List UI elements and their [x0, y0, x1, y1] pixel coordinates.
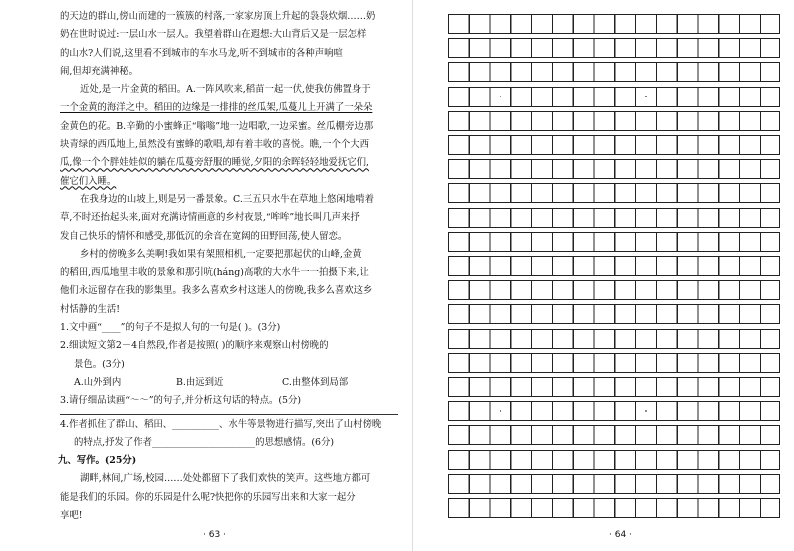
- passage-line-7: 金黄色的花。B.辛勤的小蜜蜂正“嗡嗡”地一边唱歌,一边采蜜。丝瓜棚旁边那: [60, 120, 374, 132]
- passage-line-14: 乡村的傍晚多么美啊!我如果有架照相机,一定要把那起伏的山峰,金黄: [80, 248, 362, 260]
- option-a: A.山外到内: [74, 376, 122, 388]
- grid-row[interactable]: [448, 135, 780, 155]
- page-divider: [412, 0, 413, 551]
- passage-line-3: 的山水?人们说,这里看不到城市的车水马龙,听不到城市的各种声响喧: [60, 47, 343, 59]
- passage-line-5: 近处,是一片金黄的稻田。A.一阵风吹来,稻苗一起一伏,使我仿佛置身于: [80, 84, 371, 96]
- question-1: 1.文中画“____”的句子不是拟人句的一句是( )。(3分): [60, 322, 281, 334]
- passage-line-16: 他们永远留存在我的影集里。我多么喜欢乡村这迷人的傍晚,我多么喜欢这乡: [60, 285, 373, 297]
- passage-line-10: 催它们入睡。: [60, 175, 117, 187]
- section-writing-heading: 九、写作。(25分): [58, 455, 137, 467]
- grid-row[interactable]: [448, 111, 780, 131]
- question-4b: 的特点,抒发了作者______________________的思想感情。(6分): [74, 436, 335, 448]
- grid-marker: [645, 410, 647, 412]
- grid-row[interactable]: [448, 159, 780, 179]
- grid-row[interactable]: [448, 425, 780, 445]
- passage-line-8: 块青绿的西瓜地上,虽然没有蜜蜂的歌唱,却有着丰收的喜悦。瞧,一个个大西: [60, 139, 369, 151]
- grid-row[interactable]: [448, 280, 780, 300]
- passage-line-12: 草,不时还抬起头来,面对充满诗情画意的乡村夜景,“哞哞”地长叫几声来抒: [60, 212, 360, 224]
- option-b: B.由远到近: [176, 376, 224, 388]
- passage-line-17: 村恬静的生活!: [60, 303, 121, 315]
- grid-row[interactable]: [448, 450, 780, 470]
- grid-row[interactable]: [448, 14, 780, 34]
- option-c: C.由整体到局部: [282, 376, 349, 388]
- grid-row[interactable]: [448, 498, 780, 518]
- passage-line-15: 的稻田,西瓜地里丰收的景象和那引吭(háng)高歌的大水牛一一拍摄下来,让: [60, 267, 369, 279]
- grid-row[interactable]: [448, 474, 780, 494]
- grid-marker: [500, 410, 502, 412]
- question-4a: 4.作者抓住了群山、稻田、__________、水牛等景物进行描写,突出了山村傍晚: [60, 418, 382, 430]
- passage-line-6: 一个金黄的海洋之中。稻田的边缘是一排排的丝瓜架,瓜蔓儿上开满了一朵朵: [60, 102, 373, 114]
- page-number-left: · 63 ·: [203, 530, 226, 540]
- grid-row[interactable]: [448, 304, 780, 324]
- grid-row[interactable]: [448, 208, 780, 228]
- passage-line-4: 闹,但却充满神秘。: [60, 65, 138, 77]
- grid-marker: [645, 96, 647, 98]
- writing-prompt-1: 湖畔,林间,广场,校园……处处都留下了我们欢快的笑声。这些地方都可: [80, 473, 371, 485]
- grid-row[interactable]: [448, 329, 780, 349]
- grid-row[interactable]: [448, 232, 780, 252]
- grid-row[interactable]: [448, 183, 780, 203]
- grid-row[interactable]: [448, 87, 780, 107]
- grid-row[interactable]: [448, 353, 780, 373]
- question-2a: 2.细读短文第2－4自然段,作者是按照( )的顺序来观察山村傍晚的: [60, 340, 329, 352]
- question-3: 3.请仔细品读画“～～”的句子,并分析这句话的特点。(5分): [60, 395, 302, 407]
- grid-row[interactable]: [448, 256, 780, 276]
- passage-line-11: 在我身边的山坡上,则是另一番景象。C.三五只水牛在草地上悠闲地啃着: [80, 193, 375, 205]
- page-number-right: · 64 ·: [609, 530, 632, 540]
- grid-row[interactable]: [448, 377, 780, 397]
- question-2b: 景色。(3分): [74, 358, 125, 370]
- writing-prompt-2: 能是我们的乐园。你的乐园是什么呢?快把你的乐园写出来和大家一起分: [60, 491, 356, 503]
- grid-row[interactable]: [448, 62, 780, 82]
- passage-line-1: 的天边的群山,傍山而建的一簇簇的村落,一家家房顶上升起的袅袅炊烟……奶: [60, 11, 376, 22]
- writing-prompt-3: 享吧!: [60, 509, 83, 521]
- answer-line[interactable]: [60, 414, 398, 415]
- passage-line-13: 发自己快乐的情怀和感受,那低沉的余音在宽阔的田野回荡,使人留恋。: [60, 230, 348, 242]
- grid-row[interactable]: [448, 401, 780, 421]
- grid-row[interactable]: [448, 38, 780, 58]
- passage-line-9: 瓜,像一个个胖娃娃似的躺在瓜蔓旁舒服的睡觉,夕阳的余晖轻轻地爱抚它们,: [60, 157, 369, 169]
- passage-line-2: 奶在世时说过:一层山水一层人。我望着群山在遐想:大山背后又是一层怎样: [60, 29, 367, 41]
